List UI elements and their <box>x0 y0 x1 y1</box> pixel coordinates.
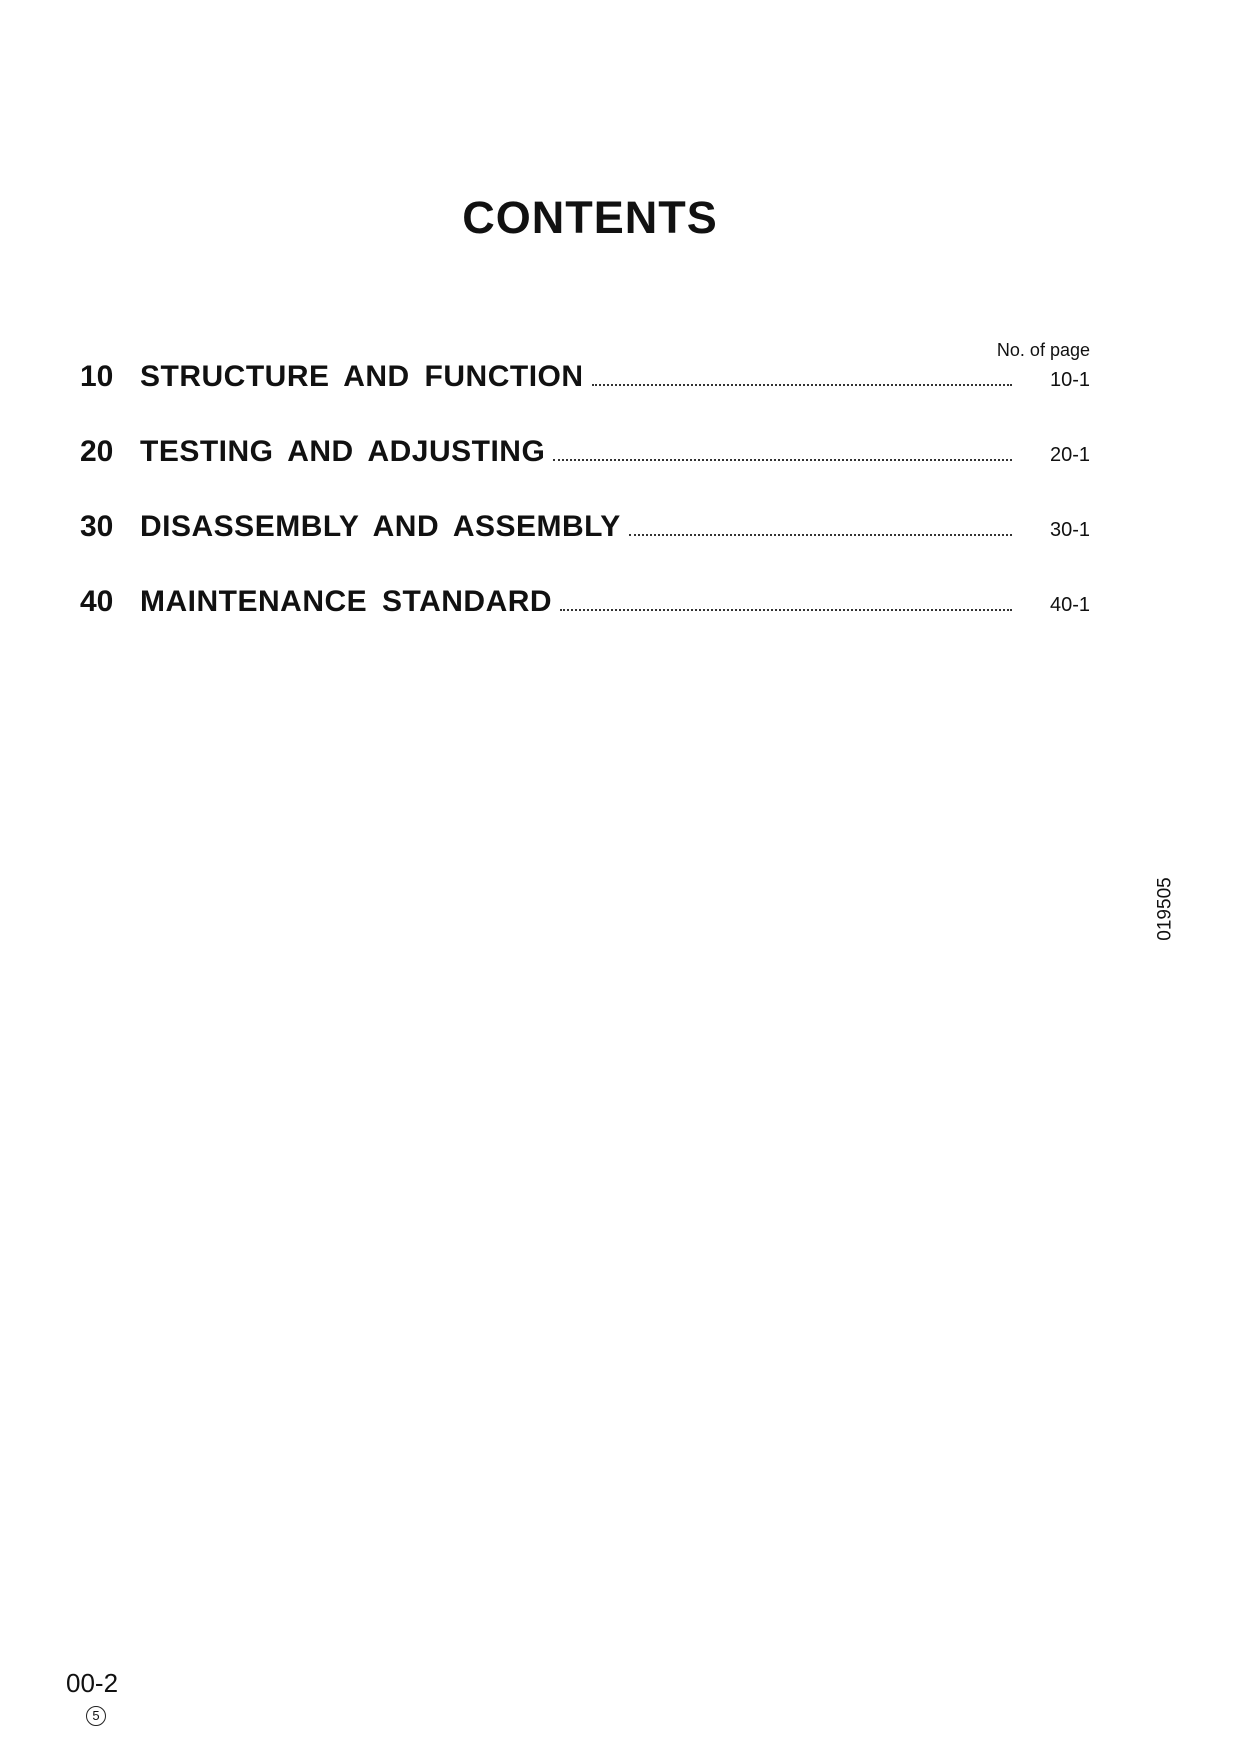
section-number: 40 <box>80 585 114 618</box>
dot-leader <box>629 534 1012 536</box>
section-number: 10 <box>80 360 114 393</box>
document-code: 019505 <box>1154 877 1176 941</box>
section-page: 20-1 <box>1049 444 1090 466</box>
section-number: 20 <box>80 435 114 468</box>
section-page: 40-1 <box>1049 594 1090 616</box>
section-number: 30 <box>80 510 114 543</box>
section-page: 30-1 <box>1049 519 1090 541</box>
dot-leader <box>553 459 1012 461</box>
dot-leader <box>592 384 1012 386</box>
page-number: 00-2 <box>66 1668 119 1698</box>
toc-entry-maintenance-standard[interactable] <box>80 579 1090 619</box>
section-title: DISASSEMBLY AND ASSEMBLY <box>140 510 621 543</box>
toc-entry-disassembly-and-assembly[interactable] <box>80 504 1090 544</box>
toc-entry-testing-and-adjusting[interactable] <box>80 429 1090 469</box>
page-title: CONTENTS <box>462 192 718 243</box>
revision-mark: 5 <box>86 1706 106 1726</box>
section-title: MAINTENANCE STANDARD <box>140 585 553 618</box>
dot-leader <box>560 609 1012 611</box>
section-title: STRUCTURE AND FUNCTION <box>140 360 584 393</box>
section-title: TESTING AND ADJUSTING <box>140 435 546 468</box>
toc-entry-structure-and-function[interactable] <box>80 354 1090 394</box>
section-page: 10-1 <box>1049 369 1090 391</box>
page-column-header: No. of page <box>996 340 1090 360</box>
